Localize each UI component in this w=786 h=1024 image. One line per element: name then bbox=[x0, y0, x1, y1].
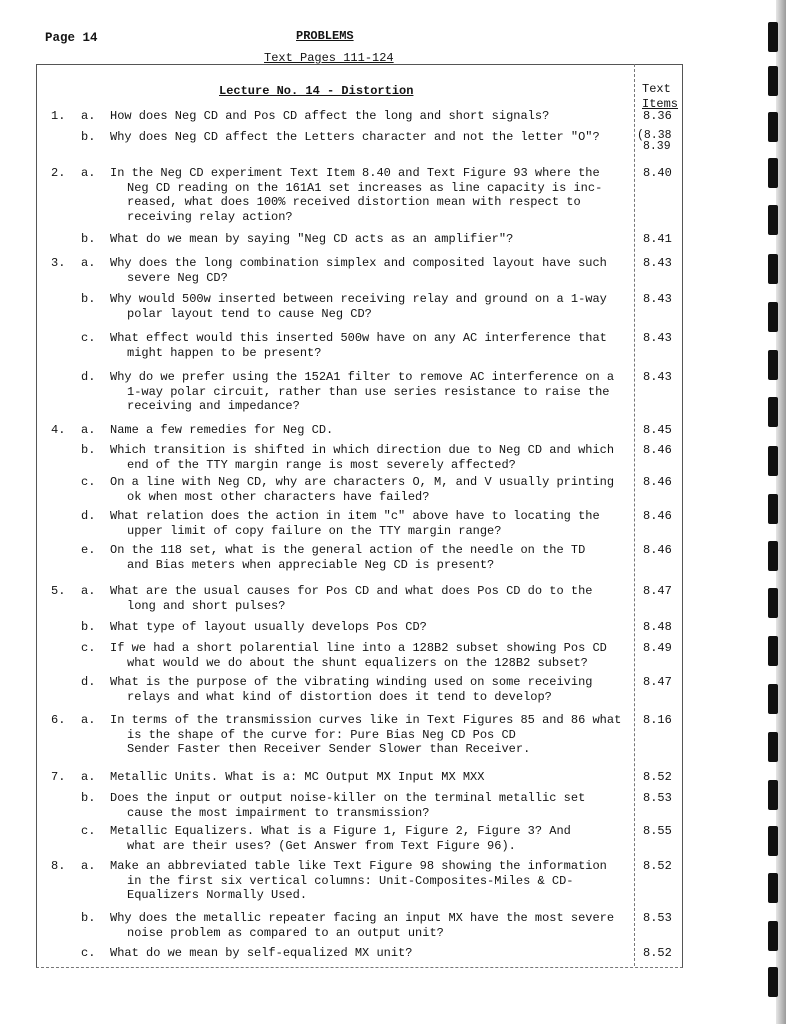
binder-tab bbox=[768, 494, 778, 524]
question-letter: b. bbox=[81, 292, 96, 306]
text-item-ref: 8.46 bbox=[643, 543, 672, 557]
question-number: 1. bbox=[51, 109, 66, 123]
question-number: 3. bbox=[51, 256, 66, 270]
text-item-ref: 8.16 bbox=[643, 713, 672, 727]
text-item-ref: (8.38 8.39 bbox=[637, 129, 672, 153]
binder-tab bbox=[768, 397, 778, 427]
question-number: 2. bbox=[51, 166, 66, 180]
question-text: What do we mean by self-equalized MX unit? bbox=[110, 946, 413, 960]
question-text: Why does the metallic repeater facing an input MX have the most severe noise problem as compared to an output unit? bbox=[110, 911, 615, 940]
refs-header-line1: Text bbox=[642, 82, 671, 96]
text-item-ref: 8.43 bbox=[643, 331, 672, 345]
question-letter: b. bbox=[81, 443, 96, 457]
question-text: On a line with Neg CD, why are characters O, M, and V usually printing ok when most other characters have failed? bbox=[110, 475, 615, 504]
question-letter: c. bbox=[81, 331, 96, 345]
text-item-ref: 8.55 bbox=[643, 824, 672, 838]
question-letter: d. bbox=[81, 509, 96, 523]
question-text: What is the purpose of the vibrating winding used on some receiving relays and what kind of distortion does it tend to develop? bbox=[110, 675, 593, 704]
question-text: Why does the long combination simplex and composited layout have such severe Neg CD? bbox=[110, 256, 607, 285]
binder-tab bbox=[768, 636, 778, 666]
question-number: 7. bbox=[51, 770, 66, 784]
question-letter: a. bbox=[81, 770, 96, 784]
text-item-ref: 8.53 bbox=[643, 911, 672, 925]
text-item-ref: 8.53 bbox=[643, 791, 672, 805]
binder-tab bbox=[768, 541, 778, 571]
text-item-ref: 8.48 bbox=[643, 620, 672, 634]
refs-header bbox=[642, 82, 682, 112]
question-text: What relation does the action in item "c" above have to locating the upper limit of copy failure on the TTY margin range? bbox=[110, 509, 600, 538]
question-letter: a. bbox=[81, 109, 96, 123]
text-item-ref: 8.49 bbox=[643, 641, 672, 655]
binder-tab bbox=[768, 22, 778, 52]
question-text: On the 118 set, what is the general action of the needle on the TD and Bias meters when appreciable Neg CD is present? bbox=[110, 543, 586, 572]
text-item-ref: 8.43 bbox=[643, 370, 672, 384]
question-letter: e. bbox=[81, 543, 96, 557]
question-text: What are the usual causes for Pos CD and what does Pos CD do to the long and short pulses? bbox=[110, 584, 593, 613]
binder-tab bbox=[768, 254, 778, 284]
lecture-title: Lecture No. 14 - Distortion bbox=[219, 84, 414, 98]
question-text: Name a few remedies for Neg CD. bbox=[110, 423, 334, 437]
page-title: PROBLEMS bbox=[296, 29, 354, 43]
binder-tab bbox=[768, 158, 778, 188]
question-letter: b. bbox=[81, 620, 96, 634]
binder-tab bbox=[768, 205, 778, 235]
question-text: Why does Neg CD affect the Letters character and not the letter "O"? bbox=[110, 130, 600, 144]
question-text: In terms of the transmission curves like in Text Figures 85 and 86 what is the shape of the curve for: Pure Bias Neg CD Pos CD Sender Faster then Receiver Sender Slower than Receiver. bbox=[110, 713, 622, 756]
question-letter: a. bbox=[81, 423, 96, 437]
text-item-ref: 8.46 bbox=[643, 509, 672, 523]
question-text: If we had a short polarential line into a 128B2 subset showing Pos CD what would we do about the shunt equalizers on the 128B2 subset? bbox=[110, 641, 607, 670]
question-text: Which transition is shifted in which direction due to Neg CD and which end of the TTY margin range is most severely affected? bbox=[110, 443, 615, 472]
refs-header-line2: Items bbox=[642, 97, 679, 111]
binder-tab bbox=[768, 350, 778, 380]
text-item-ref: 8.43 bbox=[643, 256, 672, 270]
question-text: What type of layout usually develops Pos CD? bbox=[110, 620, 427, 634]
page-number: Page 14 bbox=[45, 31, 98, 45]
question-text: Metallic Equalizers. What is a Figure 1, Figure 2, Figure 3? And what are their uses? (Get Answer from Text Figure 96). bbox=[110, 824, 571, 853]
binder-tab bbox=[768, 967, 778, 997]
question-letter: b. bbox=[81, 791, 96, 805]
question-text: In the Neg CD experiment Text Item 8.40 and Text Figure 93 where the Neg CD reading on the 161A1 set increases as line capacity is inc- reased, what does 100% received distortion mean with respect to receiving relay action? bbox=[110, 166, 603, 224]
question-number: 4. bbox=[51, 423, 66, 437]
question-text: What effect would this inserted 500w have on any AC interference that might happen to be present? bbox=[110, 331, 607, 360]
text-item-ref: 8.41 bbox=[643, 232, 672, 246]
question-letter: b. bbox=[81, 130, 96, 144]
text-item-ref: 8.46 bbox=[643, 475, 672, 489]
question-letter: d. bbox=[81, 370, 96, 384]
question-text: Metallic Units. What is a: MC Output MX Input MX MXX bbox=[110, 770, 485, 784]
text-item-ref: 8.52 bbox=[643, 946, 672, 960]
text-item-ref: 8.40 bbox=[643, 166, 672, 180]
question-text: Does the input or output noise-killer on the terminal metallic set cause the most impairment to transmission? bbox=[110, 791, 586, 820]
text-item-ref: 8.52 bbox=[643, 859, 672, 873]
text-item-ref: 8.52 bbox=[643, 770, 672, 784]
binder-tab bbox=[768, 446, 778, 476]
binder-tab bbox=[768, 66, 778, 96]
question-number: 8. bbox=[51, 859, 66, 873]
text-item-ref: 8.43 bbox=[643, 292, 672, 306]
question-letter: a. bbox=[81, 713, 96, 727]
question-letter: c. bbox=[81, 824, 96, 838]
question-number: 6. bbox=[51, 713, 66, 727]
text-item-ref: 8.36 bbox=[643, 109, 672, 123]
question-text: How does Neg CD and Pos CD affect the long and short signals? bbox=[110, 109, 550, 123]
question-letter: b. bbox=[81, 911, 96, 925]
page-subtitle: Text Pages 111-124 bbox=[264, 51, 394, 65]
question-letter: a. bbox=[81, 584, 96, 598]
question-text: Why do we prefer using the 152A1 filter to remove AC interference on a 1-way polar circuit, rather than use series resistance to raise the receiving and impedance? bbox=[110, 370, 615, 413]
binder-tab bbox=[768, 302, 778, 332]
binder-tab bbox=[768, 780, 778, 810]
question-letter: c. bbox=[81, 475, 96, 489]
question-number: 5. bbox=[51, 584, 66, 598]
question-letter: c. bbox=[81, 641, 96, 655]
question-letter: a. bbox=[81, 859, 96, 873]
binder-tab bbox=[768, 588, 778, 618]
binder-tab bbox=[768, 112, 778, 142]
text-item-ref: 8.47 bbox=[643, 584, 672, 598]
question-text: Why would 500w inserted between receiving relay and ground on a 1-way polar layout tend to cause Neg CD? bbox=[110, 292, 607, 321]
binder-tab bbox=[768, 873, 778, 903]
text-item-ref: 8.46 bbox=[643, 443, 672, 457]
text-item-ref: 8.47 bbox=[643, 675, 672, 689]
question-text: What do we mean by saying "Neg CD acts as an amplifier"? bbox=[110, 232, 514, 246]
text-item-ref: 8.45 bbox=[643, 423, 672, 437]
column-divider bbox=[634, 64, 636, 966]
question-text: Make an abbreviated table like Text Figure 98 showing the information in the first six vertical columns: Unit-Composites-Miles & CD- Equalizers Normally Used. bbox=[110, 859, 607, 902]
binder-tab bbox=[768, 732, 778, 762]
question-letter: a. bbox=[81, 256, 96, 270]
question-letter: d. bbox=[81, 675, 96, 689]
question-letter: a. bbox=[81, 166, 96, 180]
question-letter: b. bbox=[81, 232, 96, 246]
binder-tab bbox=[768, 921, 778, 951]
binder-tab bbox=[768, 826, 778, 856]
binder-tab bbox=[768, 684, 778, 714]
question-letter: c. bbox=[81, 946, 96, 960]
